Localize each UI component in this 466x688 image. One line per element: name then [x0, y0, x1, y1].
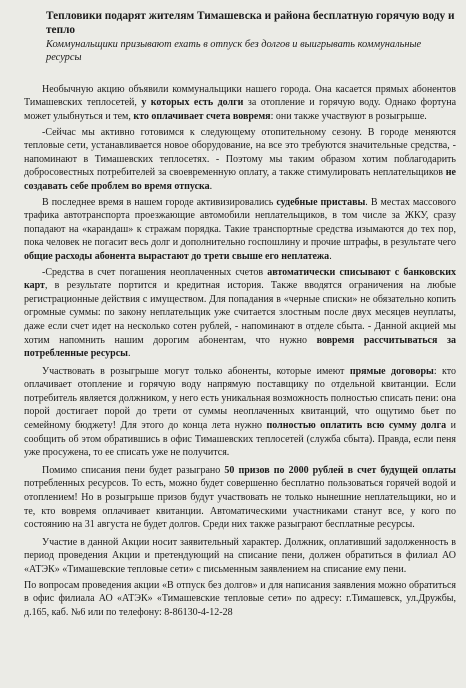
article-paragraph	[24, 536, 456, 577]
paragraph-text: Необычную акцию объявили коммунальщики нашего города. Она касается прямых абонентов Тимашевских теплосетей,	[24, 83, 456, 109]
article-title: Тепловики подарят жителям Тимашевска и района бесплатную горячую воду и тепло	[46, 10, 455, 36]
article-body	[24, 83, 456, 620]
emphasized-text: полностью оплатить всю сумму долга	[266, 420, 447, 432]
emphasized-text: у которых есть долги	[141, 97, 244, 109]
paragraph-text: Помимо списания пени будет разыграно	[42, 464, 225, 476]
emphasized-text: автоматически списывают с банковских карт	[24, 266, 456, 292]
paragraph-text: , в результате портится и кредитная история. Также вводятся ограничения на любые регистрационные действия с имуществом. Для попадания в «черные списки» не обязательно копить огромные суммы: по закону неплательщик уже считается злостным после двух месяцев неуплаты, даже если счет идет на несколько сотен рублей, - напоминают в отделе сбыта. - Данной акцией мы хотим напомнить нашим дорогим абонентам, что нужно	[24, 280, 456, 346]
paragraph-text: .	[209, 180, 213, 192]
article-paragraph	[24, 83, 456, 124]
emphasized-text: судебные приставы	[276, 196, 366, 208]
paragraph-text: : они также участвуют в розыгрыше.	[270, 111, 427, 122]
article-paragraph	[24, 579, 456, 620]
paragraph-text: В последнее время в нашем городе активизировались	[42, 196, 277, 208]
paragraph-text: потребленных ресурсов. То есть, можно будет совершенно бесплатно пользоваться горячей водой и отоплением! Но в розыгрыше призов будут участвовать не только нынешние неплательщики, но и те, кто вовремя оплачивает квитанции. Автоматическими участниками станут все, у кого по состоянию на 31 августа не будет долгов. Среди них также разыграют бесплатные ресурсы.	[24, 478, 456, 531]
paragraph-text: .	[329, 250, 332, 262]
emphasized-text: 50 призов по 2000 рублей в счет будущей оплаты	[224, 464, 456, 476]
paragraph-text: По вопросам проведения акции «В отпуск без долгов» и для написания заявления можно обратиться в офис филиала АО «АТЭК» «Тимашевские тепловые сети» по адресу: г.Тимашевск, ул.Дружбы, д.165, каб. №6 или по телефону: 8-86130-4-12-28	[24, 579, 456, 618]
emphasized-text: прямые договоры	[349, 365, 434, 377]
paragraph-text: Участие в данной Акции носит заявительный характер. Должник, оплативший задолженность в период проведения Акции и претендующий на списание пени, должен обратиться в филиал АО «АТЭК» «Тимашевские тепловые сети» с письменным заявлением на списание ему пени.	[24, 536, 456, 575]
paragraph-text: .	[127, 348, 131, 360]
article-paragraph	[24, 365, 456, 460]
paragraph-text: -Средства в счет погашения неоплаченных счетов	[42, 266, 268, 278]
emphasized-text: кто оплачивает счета вовремя	[133, 111, 271, 122]
paragraph-text: -Сейчас мы активно готовимся к следующему отопительному сезону. В городе меняются тепловые сети, устанавливается новое оборудование, на все это требуются значительные средства, - напоминают в Тимашевских теплосетях. - Поэтому мы таким образом хотим поблагодарить добросовестных потребителей за своевременную оплату, а также стимулировать неплательщиков	[24, 126, 456, 179]
paragraph-text: Участвовать в розыгрыше могут только абоненты, которые имеют	[42, 365, 350, 377]
emphasized-text: вовремя рассчитываться за потребленные ресурсы	[24, 334, 456, 360]
article-paragraph	[24, 464, 456, 532]
paragraph-text: и сообщить об этом обратившись в офис Тимашевских теплосетей (служба сбыта). Правда, если пеня уже просужена, то ее списать уже не получится.	[24, 420, 456, 459]
emphasized-text: общие расходы абонента вырастают до трети свыше его неплатежа	[24, 250, 330, 262]
paragraph-text: : кто оплачивает отопление и горячую воду напрямую поставщику по отдельной квитанции. Если потребитель является должником, у него есть уникальная возможность полностью списать пени: она порой достигает порой до трети от суммы неоплаченных квитанций, что ощутимо бьет по семейному бюджету! Для этого до конца лета нужно	[24, 365, 456, 432]
article-lead: Коммунальщики призывают ехать в отпуск без долгов и выигрывать коммунальные ресурсы	[46, 39, 422, 64]
article-paragraph	[24, 196, 456, 264]
article-paragraph	[24, 266, 456, 361]
paragraph-text: . В местах массового трафика автотранспорта проезжающие автомобили неплательщиков, в том числе за ЖКУ, сразу попадают на «карандаш» к стражам порядка. Такие транспортные средства изымаются до тех пор, пока человек не погасит весь долг и дополнительно госпошлину и прочие штрафы, в результате чего	[24, 196, 456, 249]
article-paragraph	[24, 126, 456, 194]
emphasized-text: не создавать себе проблем во время отпуска	[24, 167, 456, 192]
paragraph-text: за отопление и горячую воду. Однако фортуна может улыбнуться и тем,	[24, 97, 457, 122]
